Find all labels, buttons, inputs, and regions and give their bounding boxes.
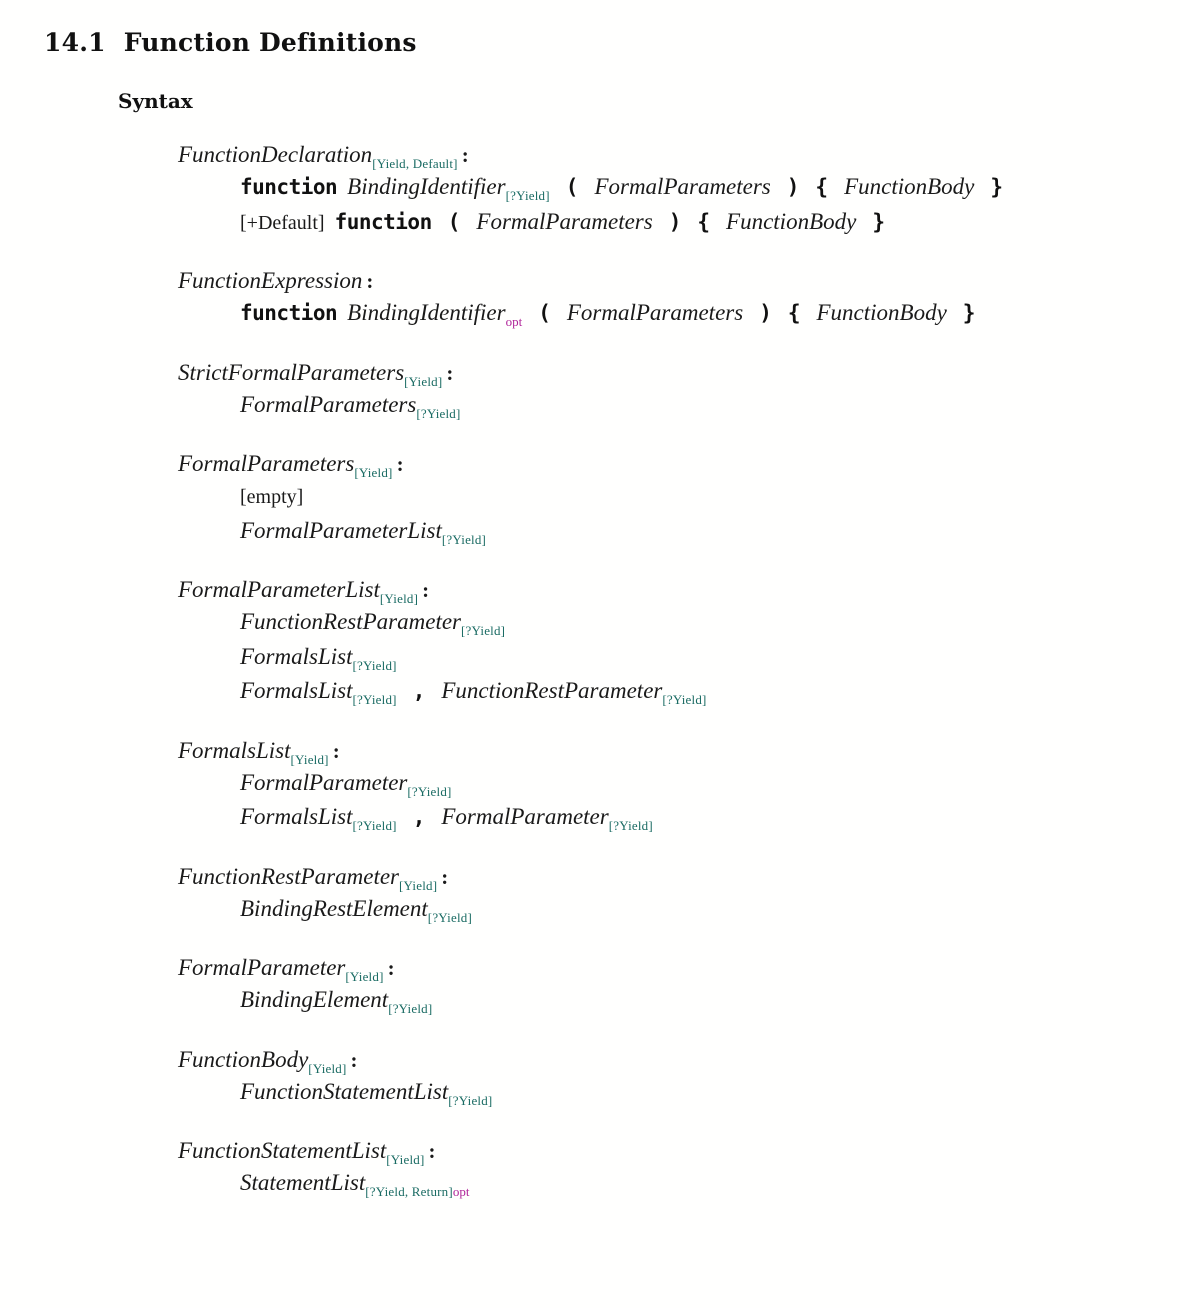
production-lhs-params: [Yield]	[404, 373, 443, 389]
terminal-keyword: function	[334, 209, 432, 234]
production-alternative	[178, 983, 1180, 1018]
nonterminal-params: [?Yield]	[448, 1092, 493, 1108]
production-lhs-params: [Yield, Default]	[372, 156, 458, 171]
production-colon: :	[428, 1139, 436, 1164]
production	[178, 574, 1180, 709]
nonterminal[interactable]: FormalsList$_{[?Yield]}$	[240, 678, 397, 708]
production-alternative	[178, 296, 1180, 331]
terminal-keyword: function	[240, 175, 338, 200]
production-lhs-name: FormalParameterList	[178, 577, 380, 603]
production-alternative	[178, 205, 1180, 240]
nonterminal-params: [?Yield]	[352, 692, 397, 708]
nonterminal-params: [?Yield]	[427, 909, 472, 925]
production-colon: :	[350, 1047, 358, 1072]
nonterminal[interactable]: BindingIdentifier$_{opt}$	[347, 300, 523, 330]
terminal-punctuation: ,	[412, 805, 426, 830]
nonterminal[interactable]: BindingElement$_{[?Yield]}$	[240, 987, 433, 1017]
production	[178, 735, 1180, 835]
production-lhs[interactable]	[178, 139, 1180, 170]
production-lhs-params: [Yield]	[354, 465, 393, 481]
production-lhs[interactable]	[178, 952, 1180, 983]
production	[178, 952, 1180, 1018]
optional-marker: opt	[505, 314, 523, 330]
production	[178, 265, 1180, 331]
nonterminal[interactable]: FunctionStatementList$_{[?Yield]}$	[240, 1078, 493, 1108]
production-colon: :	[387, 956, 395, 981]
terminal-punctuation: )	[668, 209, 682, 234]
nonterminal[interactable]: FunctionRestParameter$_{[?Yield]}$	[240, 609, 506, 639]
empty-alternative: [empty]	[240, 486, 304, 509]
production	[178, 357, 1180, 423]
production-colon: :	[446, 360, 454, 385]
terminal-punctuation: )	[759, 301, 772, 326]
nonterminal-params: [?Yield, Return]	[365, 1184, 453, 1200]
production-alternative	[178, 479, 1180, 514]
terminal-punctuation: {	[787, 301, 801, 326]
terminal-punctuation: (	[447, 209, 461, 234]
production-lhs-params: [Yield]	[345, 969, 384, 985]
nonterminal[interactable]: FormalParameters$_{[?Yield]}$	[240, 391, 461, 421]
nonterminal-params: [?Yield]	[388, 1001, 433, 1017]
production	[178, 1135, 1180, 1201]
nonterminal[interactable]: FormalParameters	[594, 174, 771, 200]
production-lhs-name: FormalParameter	[178, 955, 346, 981]
production-lhs[interactable]	[178, 735, 1180, 766]
terminal-punctuation: (	[565, 175, 579, 200]
production	[178, 139, 1180, 239]
syntax-heading: Syntax	[118, 89, 193, 113]
production-lhs-name: FormalParameters	[178, 451, 355, 477]
production-alternative	[178, 605, 1180, 640]
production-lhs[interactable]	[178, 861, 1180, 892]
production-colon: :	[461, 143, 469, 167]
nonterminal-params: [?Yield]	[662, 692, 707, 708]
production-alternative	[178, 514, 1180, 549]
nonterminal[interactable]: FormalParameter$_{[?Yield]}$	[240, 769, 452, 799]
terminal-punctuation: }	[990, 175, 1004, 200]
production-lhs-name: FormalsList	[178, 737, 291, 763]
production-colon: :	[366, 269, 374, 294]
terminal-punctuation: ,	[412, 679, 426, 704]
production-lhs[interactable]	[178, 265, 1180, 296]
production	[178, 861, 1180, 927]
production-alternative	[178, 388, 1180, 423]
production-lhs-name: StrictFormalParameters	[178, 359, 405, 385]
production-alternative	[178, 674, 1180, 709]
production-lhs-name: FunctionRestParameter	[178, 863, 400, 889]
production-colon: :	[396, 452, 404, 477]
terminal-punctuation: )	[786, 175, 800, 200]
production-alternative	[178, 640, 1180, 675]
production-condition: [+Default]	[240, 211, 325, 234]
production-lhs-params: [Yield]	[308, 1060, 347, 1076]
terminal-punctuation: }	[872, 209, 885, 234]
nonterminal[interactable]: FormalParameterList$_{[?Yield]}$	[240, 517, 487, 547]
production-lhs-params: [Yield]	[379, 591, 419, 607]
nonterminal[interactable]: FormalParameters	[476, 208, 653, 234]
production-colon: :	[332, 738, 340, 763]
nonterminal[interactable]: FormalsList$_{[?Yield]}$	[240, 643, 397, 673]
production-lhs-name: FunctionDeclaration	[178, 142, 373, 167]
production-lhs-name: FunctionBody	[178, 1046, 309, 1072]
terminal-punctuation: {	[697, 209, 711, 234]
nonterminal[interactable]: FormalParameter$_{[?Yield]}$	[441, 804, 653, 834]
nonterminal[interactable]: StatementList$_{[?Yield, Return]opt}$	[240, 1170, 470, 1200]
production-alternative	[178, 1166, 1180, 1201]
production-alternative	[178, 766, 1180, 801]
nonterminal-params: [?Yield]	[441, 531, 487, 547]
nonterminal-params: [?Yield]	[352, 818, 397, 834]
production-colon: :	[422, 578, 430, 603]
terminal-punctuation: {	[815, 175, 829, 200]
production-alternative	[178, 800, 1180, 835]
clause-title-text: Function Definitions	[123, 28, 417, 57]
production-alternative	[178, 170, 1180, 205]
production-lhs[interactable]	[178, 448, 1180, 479]
nonterminal[interactable]: BindingIdentifier$_{[?Yield]}$	[347, 174, 550, 204]
nonterminal[interactable]: FormalsList$_{[?Yield]}$	[240, 804, 397, 834]
production	[178, 448, 1180, 548]
production-lhs[interactable]	[178, 1135, 1180, 1166]
page-title	[0, 0, 1180, 57]
production-lhs-params: [Yield]	[386, 1152, 425, 1168]
production-lhs-name: FunctionStatementList	[178, 1138, 387, 1164]
production-alternative	[178, 1075, 1180, 1110]
production-lhs-name: FunctionExpression	[178, 268, 363, 294]
production-lhs[interactable]	[178, 357, 1180, 388]
nonterminal[interactable]: FormalParameters	[566, 300, 744, 326]
nonterminal-params: [?Yield]	[505, 188, 550, 204]
production-lhs[interactable]	[178, 574, 1180, 605]
grammar-productions	[0, 113, 1180, 1267]
terminal-punctuation: }	[962, 301, 976, 326]
nonterminal[interactable]: FunctionBody	[844, 174, 975, 200]
nonterminal[interactable]: FunctionRestParameter$_{[?Yield]}$	[441, 678, 707, 708]
terminal-punctuation: (	[538, 301, 551, 326]
production-lhs[interactable]	[178, 1044, 1180, 1075]
production-colon: :	[441, 864, 449, 889]
nonterminal[interactable]: BindingRestElement$_{[?Yield]}$	[240, 895, 472, 925]
clause-number: 14.1	[44, 28, 106, 57]
production-alternative	[178, 892, 1180, 927]
production	[178, 1044, 1180, 1110]
nonterminal[interactable]: FunctionBody	[816, 300, 947, 326]
nonterminal-params: [?Yield]	[461, 623, 506, 639]
nonterminal-params: [?Yield]	[352, 657, 397, 673]
optional-marker: opt	[452, 1184, 470, 1200]
terminal-keyword: function	[240, 301, 338, 326]
nonterminal-params: [?Yield]	[407, 783, 452, 799]
production-lhs-params: [Yield]	[290, 751, 329, 767]
nonterminal-params: [?Yield]	[416, 405, 461, 421]
nonterminal-params: [?Yield]	[608, 818, 653, 834]
production-lhs-params: [Yield]	[399, 877, 438, 893]
nonterminal[interactable]: FunctionBody	[726, 208, 857, 234]
